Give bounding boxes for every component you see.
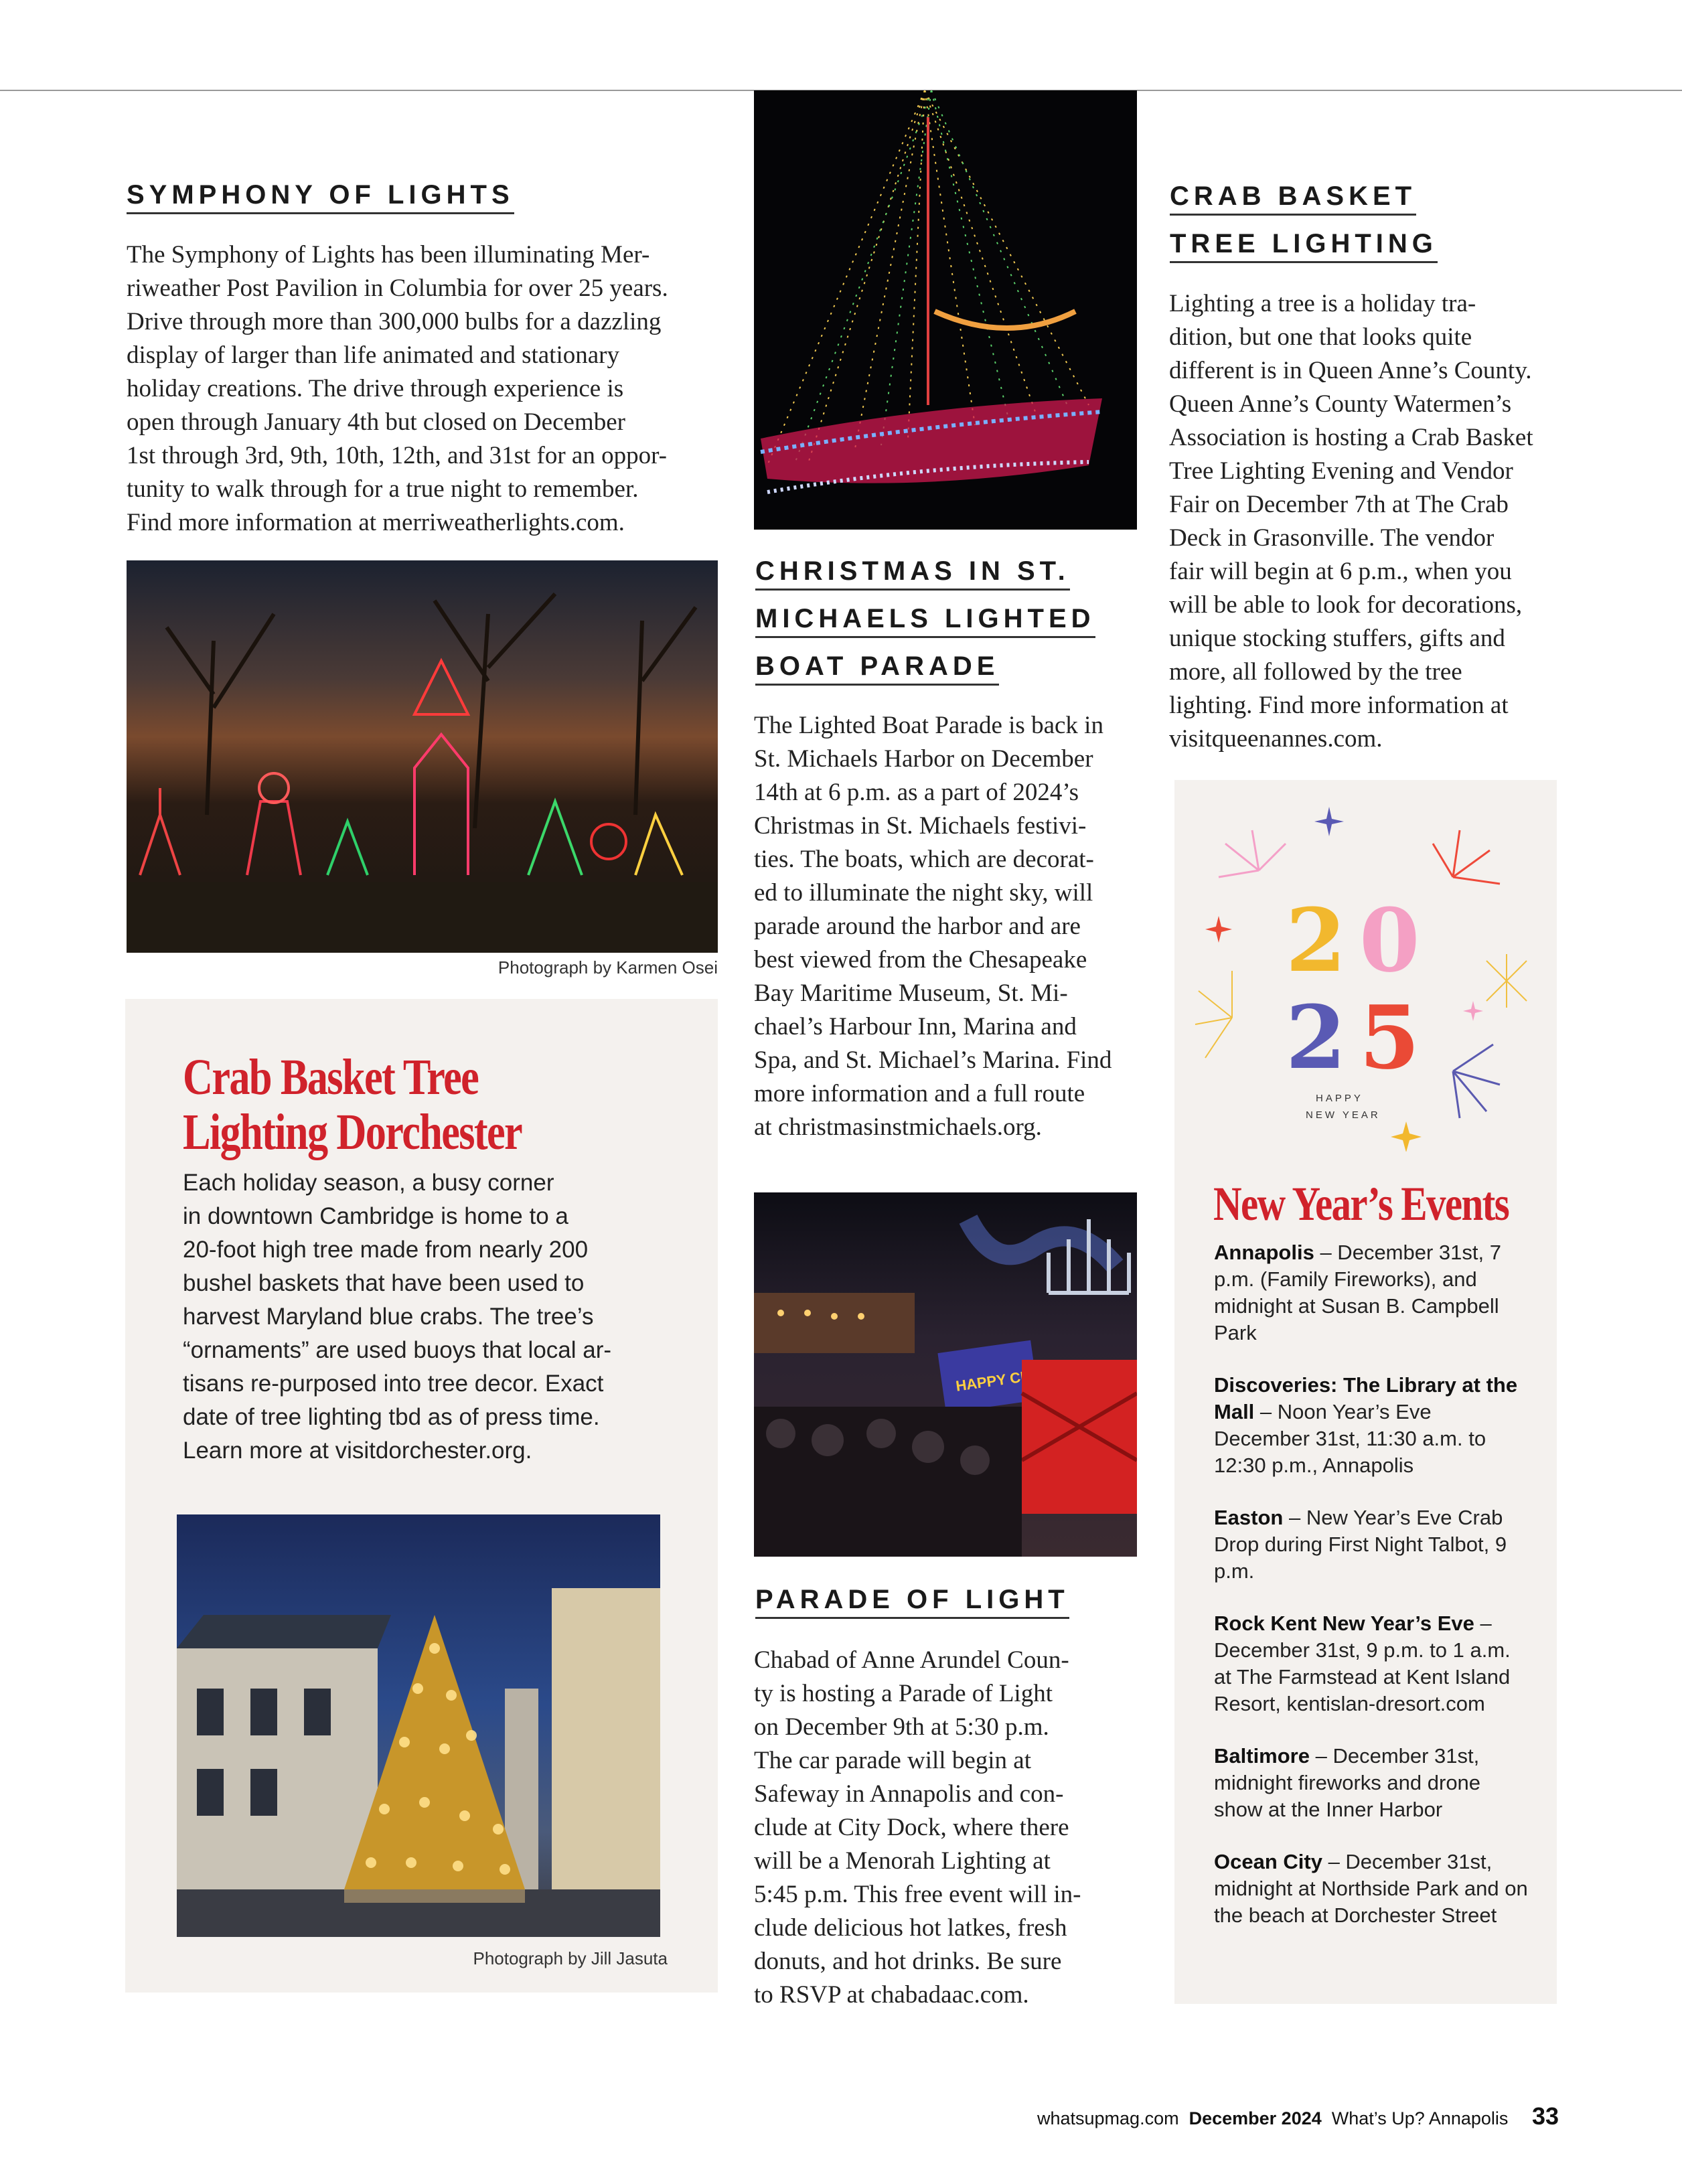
text-line: clude at City Dock, where there (754, 1814, 1069, 1841)
dorchester-title (183, 1050, 522, 1160)
text-line: donuts, and hot drinks. Be sure (754, 1948, 1062, 1975)
text-line: ty is hosting a Parade of Light (754, 1680, 1053, 1707)
event-item (1214, 1239, 1529, 1346)
light-display-illustration (127, 560, 718, 953)
text-line: lighting. Find more information at (1169, 692, 1509, 719)
event-details: – December 31st, 7 p.m. (Family Fireworks), and midnight at Susan B. Campbell Park (1214, 1241, 1501, 1344)
boat-parade-photo (754, 90, 1137, 530)
heading-line: BOAT PARADE (755, 649, 999, 686)
event-details: – December 31st, midnight at Northside Park and on the beach at Dorchester Street (1214, 1850, 1528, 1927)
heading-line: CHRISTMAS IN ST. (755, 554, 1070, 591)
text-line: chael’s Harbour Inn, Marina and (754, 1013, 1077, 1040)
text-line: The Symphony of Lights has been illuminating Mer- (127, 241, 650, 268)
event-details: – December 31st, midnight fireworks and drone show at the Inner Harbor (1214, 1744, 1481, 1821)
text-line: Safeway in Annapolis and con- (754, 1780, 1064, 1808)
text-line: Fair on December 7th at The Crab (1169, 491, 1509, 518)
text-line: different is in Queen Anne’s County. (1169, 357, 1532, 384)
event-name: Annapolis (1214, 1241, 1314, 1264)
text-line: at christmasinstmichaels.org. (754, 1113, 1042, 1141)
new-years-title: New Year’s Events (1213, 1177, 1509, 1231)
text-line: Find more information at merriweatherlights.com. (127, 509, 625, 536)
event-item (1214, 1372, 1529, 1479)
event-details: – Noon Year’s Eve December 31st, 11:30 a.m. to 12:30 p.m., Annapolis (1214, 1400, 1486, 1477)
text-line: to RSVP at chabadaac.com. (754, 1981, 1029, 2009)
crab-basket-tree-illustration (177, 1514, 660, 1937)
text-line: Christmas in St. Michaels festivi- (754, 812, 1087, 840)
crab-basket-body (1169, 287, 1533, 756)
text-line: in downtown Cambridge is home to a (183, 1203, 568, 1229)
parade-of-light-photo (754, 1192, 1137, 1557)
text-line: 5:45 p.m. This free event will in- (754, 1881, 1081, 1908)
heading-line-wrap (755, 595, 1095, 643)
text-line: date of tree lighting tbd as of press time. (183, 1404, 600, 1430)
event-item (1214, 1849, 1529, 1929)
page-number: 33 (1531, 2102, 1559, 2130)
heading-line-wrap (755, 1576, 1069, 1624)
footer-issue: December 2024 (1189, 2108, 1322, 2128)
text-line: Each holiday season, a busy corner (183, 1170, 554, 1196)
text-line: Drive through more than 300,000 bulbs for a dazzling (127, 308, 662, 335)
parade-of-light-heading (755, 1576, 1069, 1624)
text-line: riweather Post Pavilion in Columbia for over 25 years. (127, 275, 668, 302)
event-name: Discoveries: The Library at the Mall (1214, 1373, 1518, 1423)
text-line: “ornaments” are used buoys that local ar- (183, 1337, 612, 1363)
heading-line-wrap (755, 548, 1095, 595)
event-item (1214, 1743, 1529, 1823)
text-line: Lighting Dorchester (183, 1104, 522, 1160)
text-line: parade around the harbor and are (754, 913, 1081, 940)
text-line: best viewed from the Chesapeake (754, 946, 1087, 973)
heading-line: MICHAELS LIGHTED (755, 601, 1095, 638)
text-line: 1st through 3rd, 9th, 10th, 12th, and 31st for an oppor- (127, 442, 668, 469)
event-details: – December 31st, 9 p.m. to 1 a.m. at The Farmstead at Kent Island Resort, kentislan-dresort.com (1214, 1612, 1511, 1715)
parade-of-light-body (754, 1644, 1081, 2012)
lighted-sailboat-illustration (754, 90, 1137, 530)
text-line: will be able to look for decorations, (1169, 591, 1523, 619)
text-line: dition, but one that looks quite (1169, 323, 1472, 351)
new-years-events-list (1214, 1239, 1529, 1954)
heading-line: CRAB BASKET (1170, 179, 1416, 216)
menorah-parade-illustration (754, 1192, 1137, 1557)
year-digit: 0 (1359, 889, 1420, 992)
text-line: more, all followed by the tree (1169, 658, 1462, 686)
text-line: Bay Maritime Museum, St. Mi- (754, 980, 1068, 1007)
symphony-photo-caption: Photograph by Karmen Osei (498, 957, 718, 978)
text-line: tunity to walk through for a true night to remember. (127, 475, 639, 503)
boat-parade-heading (755, 548, 1095, 690)
dorchester-photo (177, 1514, 660, 1937)
happy-label: HAPPY (1316, 1093, 1363, 1104)
text-line: Deck in Grasonville. The vendor (1169, 524, 1495, 552)
new-year-label: NEW YEAR (1306, 1109, 1381, 1121)
event-item (1214, 1610, 1529, 1717)
text-line: Lighting a tree is a holiday tra- (1169, 290, 1476, 317)
text-line: St. Michaels Harbor on December (754, 745, 1093, 773)
event-name: Baltimore (1214, 1744, 1310, 1768)
text-line: tisans re-purposed into tree decor. Exact (183, 1371, 604, 1397)
event-details: – New Year’s Eve Crab Drop during First Night Talbot, 9 p.m. (1214, 1506, 1507, 1583)
heading-line-wrap (127, 171, 514, 219)
text-line: open through January 4th but closed on December (127, 408, 625, 436)
event-name: Ocean City (1214, 1850, 1322, 1873)
dorchester-body (183, 1166, 611, 1468)
symphony-heading (127, 171, 514, 219)
text-line: Queen Anne’s County Watermen’s (1169, 390, 1512, 418)
heading-line: PARADE OF LIGHT (755, 1582, 1069, 1619)
heading-line-wrap (755, 643, 1095, 690)
text-line: Tree Lighting Evening and Vendor (1169, 457, 1513, 485)
text-line: visitqueenannes.com. (1169, 725, 1383, 753)
text-line: ties. The boats, which are decorat- (754, 846, 1094, 873)
heading-line: TREE LIGHTING (1170, 226, 1438, 263)
text-line: Chabad of Anne Arundel Coun- (754, 1646, 1069, 1674)
event-name: Easton (1214, 1506, 1284, 1529)
text-line: Crab Basket Tree (183, 1049, 479, 1105)
heading-line-wrap (1170, 220, 1438, 268)
symphony-photo (127, 560, 718, 953)
text-line: will be a Menorah Lighting at (754, 1847, 1051, 1875)
chanukah-banner: HAPPY (954, 1371, 1007, 1395)
text-line: 14th at 6 p.m. as a part of 2024’s (754, 779, 1079, 806)
happy-new-year-2025-graphic (1185, 803, 1547, 1152)
event-name: Rock Kent New Year’s Eve (1214, 1612, 1474, 1635)
text-line: fair will begin at 6 p.m., when you (1169, 558, 1512, 585)
text-line: display of larger than life animated and stationary (127, 341, 619, 369)
event-item (1214, 1504, 1529, 1585)
text-line: unique stocking stuffers, gifts and (1169, 625, 1505, 652)
year-digit: 5 (1359, 986, 1420, 1089)
heading-line-wrap (1170, 173, 1438, 220)
heading-line: SYMPHONY OF LIGHTS (127, 177, 514, 214)
text-line: holiday creations. The drive through experience is (127, 375, 624, 402)
text-line: Learn more at visitdorchester.org. (183, 1437, 532, 1464)
text-line: ed to illuminate the night sky, will (754, 879, 1093, 907)
text-line: The Lighted Boat Parade is back in (754, 712, 1103, 739)
footer-publication: What’s Up? Annapolis (1331, 2108, 1509, 2128)
year-digit: 2 (1286, 889, 1347, 992)
crab-basket-heading (1170, 173, 1438, 268)
page-footer (1037, 2102, 1559, 2130)
symphony-body (127, 238, 668, 540)
text-line: Spa, and St. Michael’s Marina. Find (754, 1046, 1112, 1074)
year-digit: 2 (1286, 986, 1347, 1089)
text-line: more information and a full route (754, 1080, 1085, 1107)
text-line: on December 9th at 5:30 p.m. (754, 1713, 1049, 1741)
text-line: 20-foot high tree made from nearly 200 (183, 1237, 589, 1263)
text-line: Association is hosting a Crab Basket (1169, 424, 1533, 451)
text-line: bushel baskets that have been used to (183, 1270, 585, 1296)
text-line: clude delicious hot latkes, fresh (754, 1914, 1067, 1942)
dorchester-photo-caption: Photograph by Jill Jasuta (473, 1948, 668, 1968)
boat-parade-body (754, 709, 1112, 1144)
footer-site: whatsupmag.com (1037, 2108, 1179, 2128)
text-line: harvest Maryland blue crabs. The tree’s (183, 1304, 594, 1330)
text-line: The car parade will begin at (754, 1747, 1031, 1774)
